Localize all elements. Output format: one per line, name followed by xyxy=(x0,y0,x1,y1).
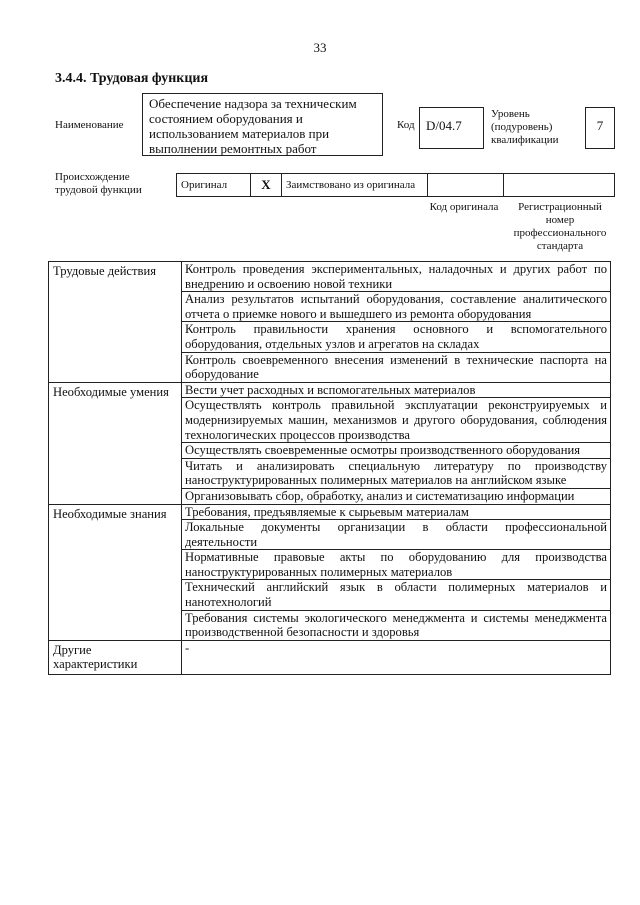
original-mark: X xyxy=(251,174,282,196)
code-label: Код xyxy=(397,119,415,131)
list-item: Контроль правильности хранения основного и вспомогательного оборудования, отдельных узлов и агрегатов на складах xyxy=(182,322,611,352)
category-required-skills: Необходимые умения xyxy=(49,382,182,504)
function-code: D/04.7 xyxy=(419,107,484,149)
origin-code-caption: Код оригинала xyxy=(429,201,499,213)
origin-reg-cell xyxy=(504,174,614,196)
list-item: Нормативные правовые акты по оборудованию для производства наноструктурированных полимерных материалов xyxy=(182,550,611,580)
list-item: Осуществлять своевременные осмотры производственного оборудования xyxy=(182,443,611,459)
qualification-level: 7 xyxy=(585,107,615,149)
list-item: Требования системы экологического менеджмента и системы менеджмента производственной безопасности и здоровья xyxy=(182,610,611,640)
list-item: Технический английский язык в области полимерных материалов и нанотехнологий xyxy=(182,580,611,610)
category-other-characteristics: Другие характеристики xyxy=(49,640,182,674)
origin-label: Происхождение трудовой функции xyxy=(55,171,142,196)
list-item: Организовывать сбор, обработку, анализ и систематизацию информации xyxy=(182,488,611,504)
origin-code-cell xyxy=(428,174,504,196)
table-row xyxy=(49,382,611,398)
name-label: Наименование xyxy=(55,119,124,131)
list-item: Вести учет расходных и вспомогательных материалов xyxy=(182,382,611,398)
list-item: - xyxy=(182,640,611,674)
table-row xyxy=(49,504,611,520)
list-item: Локальные документы организации в области профессиональной деятельности xyxy=(182,520,611,550)
origin-row xyxy=(176,173,615,197)
list-item: Читать и анализировать специальную литературу по производству наноструктурированных полимерных материалов на английском языке xyxy=(182,458,611,488)
list-item: Осуществлять контроль правильной эксплуатации реконструируемых и модернизируемых машин, механизмов и другого оборудования, соблюдения технологических процессов производства xyxy=(182,398,611,443)
original-label: Оригинал xyxy=(177,174,251,196)
borrowed-label: Заимствовано из оригинала xyxy=(282,174,428,196)
page-number: 33 xyxy=(313,40,327,55)
function-name: Обеспечение надзора за техническим состоянием оборудования и использованием материалов при выполнении ремонтных работ xyxy=(142,93,383,156)
list-item: Контроль своевременного внесения изменений в технические паспорта на оборудование xyxy=(182,352,611,382)
reg-number-caption: Регистрационный номер профессионального стандарта xyxy=(513,201,607,252)
table-row xyxy=(49,262,611,292)
table-row xyxy=(49,640,611,674)
list-item: Анализ результатов испытаний оборудования, составление аналитического отчета о приемке нового и вышедшего из ремонта оборудования xyxy=(182,292,611,322)
category-required-knowledge: Необходимые знания xyxy=(49,504,182,640)
list-item: Контроль проведения экспериментальных, наладочных и других работ по внедрению и освоению новой техники xyxy=(182,262,611,292)
list-item: Требования, предъявляемые к сырьевым материалам xyxy=(182,504,611,520)
section-title: 3.4.4. Трудовая функция xyxy=(55,71,209,86)
category-labor-actions: Трудовые действия xyxy=(49,262,182,383)
function-details-table xyxy=(48,261,611,675)
level-label: Уровень (подуровень) квалификации xyxy=(491,108,559,146)
